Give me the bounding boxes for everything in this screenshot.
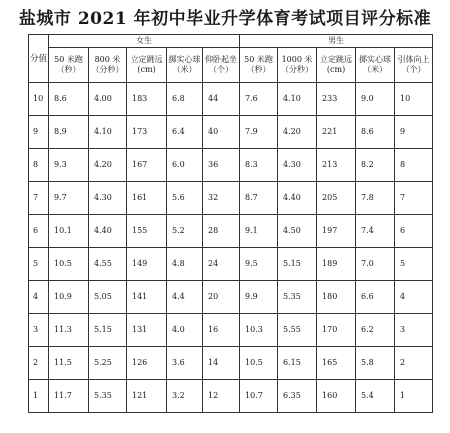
female-value-cell: 161 (127, 182, 167, 215)
male-value-cell: 197 (317, 215, 356, 248)
scoring-table (28, 34, 433, 413)
male-value-cell: 9.5 (240, 248, 278, 281)
female-value-cell: 24 (203, 248, 240, 281)
male-value-cell: 5.35 (278, 281, 317, 314)
female-value-cell: 4.40 (89, 215, 127, 248)
score-cell: 8 (29, 149, 49, 182)
male-value-cell: 9.1 (240, 215, 278, 248)
female-value-cell: 44 (203, 83, 240, 116)
female-value-cell: 11.3 (49, 314, 89, 347)
male-value-cell: 180 (317, 281, 356, 314)
score-cell: 4 (29, 281, 49, 314)
male-value-cell: 4 (395, 281, 433, 314)
female-value-cell: 36 (203, 149, 240, 182)
table-body (29, 35, 433, 413)
female-value-cell: 10.1 (49, 215, 89, 248)
male-value-cell: 5.4 (356, 380, 395, 413)
male-value-cell: 9 (395, 116, 433, 149)
column-header: 50 米跑（秒） (49, 48, 89, 83)
female-value-cell: 6.0 (167, 149, 203, 182)
female-value-cell: 12 (203, 380, 240, 413)
male-value-cell: 10.3 (240, 314, 278, 347)
male-value-cell: 8.3 (240, 149, 278, 182)
female-value-cell: 3.6 (167, 347, 203, 380)
table-row (29, 248, 433, 281)
score-cell: 2 (29, 347, 49, 380)
male-value-cell: 7 (395, 182, 433, 215)
male-value-cell: 4.10 (278, 83, 317, 116)
female-value-cell: 5.2 (167, 215, 203, 248)
column-header: 800 米（分秒） (89, 48, 127, 83)
female-value-cell: 5.15 (89, 314, 127, 347)
table-row (29, 347, 433, 380)
male-value-cell: 213 (317, 149, 356, 182)
male-header-cell: 男生 (240, 35, 433, 48)
column-header: 立定跳远(cm) (127, 48, 167, 83)
male-value-cell: 9.0 (356, 83, 395, 116)
female-value-cell: 5.35 (89, 380, 127, 413)
page-title: 盐城市 2021 年初中毕业升学体育考试项目评分标准 (18, 9, 432, 29)
female-value-cell: 4.8 (167, 248, 203, 281)
table-row (29, 380, 433, 413)
female-value-cell: 6.4 (167, 116, 203, 149)
male-value-cell: 205 (317, 182, 356, 215)
score-cell: 6 (29, 215, 49, 248)
table-row (29, 116, 433, 149)
male-value-cell: 6.15 (278, 347, 317, 380)
male-value-cell: 8.7 (240, 182, 278, 215)
male-value-cell: 4.30 (278, 149, 317, 182)
male-value-cell: 7.8 (356, 182, 395, 215)
male-value-cell: 7.0 (356, 248, 395, 281)
male-value-cell: 10.7 (240, 380, 278, 413)
column-header: 引体向上（个） (395, 48, 433, 83)
score-cell: 5 (29, 248, 49, 281)
female-value-cell: 8.9 (49, 116, 89, 149)
male-value-cell: 10.5 (240, 347, 278, 380)
female-value-cell: 4.55 (89, 248, 127, 281)
table-row (29, 314, 433, 347)
male-value-cell: 1 (395, 380, 433, 413)
male-value-cell: 6.2 (356, 314, 395, 347)
female-value-cell: 5.6 (167, 182, 203, 215)
female-value-cell: 6.8 (167, 83, 203, 116)
female-value-cell: 14 (203, 347, 240, 380)
male-value-cell: 189 (317, 248, 356, 281)
male-value-cell: 8.6 (356, 116, 395, 149)
male-value-cell: 5.55 (278, 314, 317, 347)
column-header: 50 米跑（秒） (240, 48, 278, 83)
female-value-cell: 11.7 (49, 380, 89, 413)
female-value-cell: 167 (127, 149, 167, 182)
female-value-cell: 173 (127, 116, 167, 149)
female-value-cell: 121 (127, 380, 167, 413)
group-header-row (29, 35, 433, 48)
male-value-cell: 6 (395, 215, 433, 248)
male-value-cell: 5.15 (278, 248, 317, 281)
male-value-cell: 165 (317, 347, 356, 380)
score-cell: 7 (29, 182, 49, 215)
score-cell: 9 (29, 116, 49, 149)
female-value-cell: 28 (203, 215, 240, 248)
male-value-cell: 7.9 (240, 116, 278, 149)
column-header: 1000 米（分秒） (278, 48, 317, 83)
female-value-cell: 183 (127, 83, 167, 116)
female-value-cell: 32 (203, 182, 240, 215)
male-value-cell: 6.35 (278, 380, 317, 413)
female-value-cell: 4.0 (167, 314, 203, 347)
table-row (29, 281, 433, 314)
female-value-cell: 40 (203, 116, 240, 149)
male-value-cell: 5.8 (356, 347, 395, 380)
male-value-cell: 6.6 (356, 281, 395, 314)
column-header: 立定跳远(cm) (317, 48, 356, 83)
score-header-cell: 分值 (29, 35, 49, 83)
female-value-cell: 9.3 (49, 149, 89, 182)
male-value-cell: 4.50 (278, 215, 317, 248)
female-value-cell: 3.2 (167, 380, 203, 413)
column-header-row (29, 48, 433, 83)
male-value-cell: 170 (317, 314, 356, 347)
column-header: 掷实心球（米） (356, 48, 395, 83)
female-value-cell: 20 (203, 281, 240, 314)
female-value-cell: 11.5 (49, 347, 89, 380)
female-value-cell: 155 (127, 215, 167, 248)
female-value-cell: 131 (127, 314, 167, 347)
male-value-cell: 8.2 (356, 149, 395, 182)
score-cell: 3 (29, 314, 49, 347)
male-value-cell: 160 (317, 380, 356, 413)
table-row (29, 215, 433, 248)
male-value-cell: 233 (317, 83, 356, 116)
table-row (29, 182, 433, 215)
female-value-cell: 4.20 (89, 149, 127, 182)
male-value-cell: 2 (395, 347, 433, 380)
column-header: 掷实心球（米） (167, 48, 203, 83)
female-value-cell: 4.10 (89, 116, 127, 149)
female-value-cell: 4.4 (167, 281, 203, 314)
male-value-cell: 7.4 (356, 215, 395, 248)
male-value-cell: 8 (395, 149, 433, 182)
score-cell: 10 (29, 83, 49, 116)
male-value-cell: 7.6 (240, 83, 278, 116)
table-row (29, 83, 433, 116)
male-value-cell: 4.40 (278, 182, 317, 215)
female-value-cell: 126 (127, 347, 167, 380)
score-cell: 1 (29, 380, 49, 413)
male-value-cell: 221 (317, 116, 356, 149)
male-value-cell: 9.9 (240, 281, 278, 314)
female-value-cell: 4.30 (89, 182, 127, 215)
female-value-cell: 5.25 (89, 347, 127, 380)
female-value-cell: 8.6 (49, 83, 89, 116)
female-value-cell: 141 (127, 281, 167, 314)
column-header: 仰卧起坐（个） (203, 48, 240, 83)
table-row (29, 149, 433, 182)
male-value-cell: 5 (395, 248, 433, 281)
female-value-cell: 9.7 (49, 182, 89, 215)
female-header-cell: 女生 (49, 35, 240, 48)
female-value-cell: 10.5 (49, 248, 89, 281)
female-value-cell: 4.00 (89, 83, 127, 116)
male-value-cell: 3 (395, 314, 433, 347)
female-value-cell: 10.9 (49, 281, 89, 314)
male-value-cell: 10 (395, 83, 433, 116)
female-value-cell: 5.05 (89, 281, 127, 314)
male-value-cell: 4.20 (278, 116, 317, 149)
female-value-cell: 149 (127, 248, 167, 281)
female-value-cell: 16 (203, 314, 240, 347)
